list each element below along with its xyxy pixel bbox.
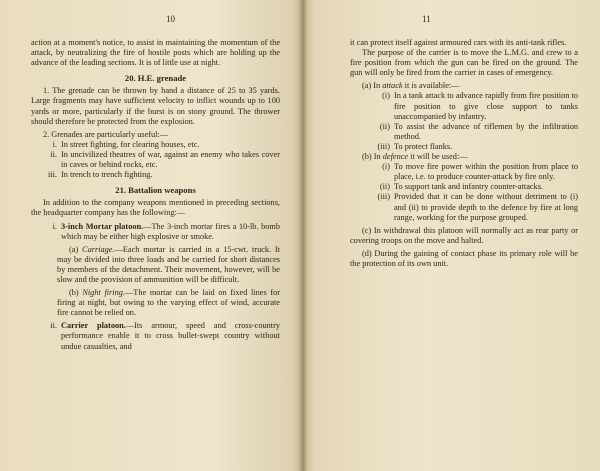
sub-label: (b)	[69, 288, 79, 298]
list-marker: i.	[52, 139, 57, 149]
list-text: In uncivilized theatres of war, against an enemy who takes cover in caves or behind rocks, etc.	[61, 149, 280, 170]
list-text: In street fighting, for clearing houses, etc.	[61, 139, 200, 149]
list-text: Provided that it can be done without detriment to (i) and (ii) to provide depth to the defence by fire at long range, working for the purpose grouped.	[394, 192, 578, 222]
list-marker: (iii)	[377, 192, 390, 202]
list-text: To protect flanks.	[394, 141, 453, 151]
list-marker: i.	[52, 221, 57, 231]
carrier-purpose-paragraph: The purpose of the carrier is to move the L.M.G. and crew to a fire position from which the gun can be fired on the ground. The gun will only be fired from the carrier in cases of emergency.	[350, 48, 578, 78]
defence-rest: it will be used:—	[410, 152, 468, 162]
book-spine-shadow	[298, 0, 308, 471]
defence-word: defence	[382, 152, 409, 162]
list-marker: (i)	[382, 91, 390, 101]
paragraph-intro-left: action at a moment's notice, to assist in maintaining the momentum of the attack, by neutralizing the fire of hostile posts which are holding up the advance of the leading sections. It is of little use at night.	[31, 38, 280, 68]
list-item	[350, 91, 578, 121]
carrier-platoon-item	[31, 321, 280, 351]
attack-word: attack	[382, 81, 403, 91]
defence-list	[324, 162, 578, 223]
page-number-left: 10	[166, 14, 175, 24]
list-text: In a tank attack to advance rapidly from fire position to fire position to give close support to tanks unaccompanied by infantry.	[394, 91, 578, 121]
list-item	[31, 140, 280, 150]
withdrawal-paragraph: (c) In withdrawal this platoon will normally act as rear party or covering troops on the move and halted.	[350, 225, 578, 245]
carriage-text: —Each mortar is carried in a 15-cwt. truck. It may be divided into three loads and be carried for short distances by members of the detachment. Their movement, however, will be slow and the provision of ammunition will be difficult.	[57, 244, 280, 284]
attack-list	[324, 91, 578, 152]
mortar-night-firing-paragraph	[31, 288, 280, 318]
mortar-carriage-paragraph	[31, 245, 280, 285]
list-text: To move fire power within the position from place to place, i.e. to produce counter-attack by fire only.	[394, 162, 578, 182]
section-21-intro: In addition to the company weapons mentioned in preceding sections, the headquarter company has the following:—	[31, 198, 280, 218]
list-marker: ii.	[50, 149, 57, 159]
list-text: To support tank and infantry counter-attacks.	[394, 182, 544, 192]
list-marker: (i)	[382, 162, 390, 172]
section-21-heading: 21. Battalion weapons	[115, 185, 196, 196]
carriage-title: Carriage.	[82, 244, 115, 254]
defence-heading	[324, 152, 578, 162]
list-text: In trench to trench fighting.	[61, 170, 153, 180]
right-page	[304, 0, 600, 471]
list-item	[350, 192, 578, 222]
list-item	[350, 162, 578, 182]
list-item	[350, 122, 578, 142]
grenade-uses-list	[31, 140, 280, 180]
gaining-contact-paragraph: (d) During the gaining of contact phase its primary role will be the protection of its own unit.	[350, 248, 578, 268]
attack-heading	[324, 81, 578, 91]
carrier-platoon-title: Carrier platoon.	[61, 321, 126, 331]
section-20-paragraph-1: 1. The grenade can be thrown by hand a distance of 25 to 35 yards. Large fragments may have sufficient velocity to inflict wounds up to 100 yards or more, particularly if the burst is on stony ground. The thrower should therefore be protected from the explosion.	[31, 86, 280, 126]
night-firing-title: Night firing.	[82, 288, 125, 298]
list-item	[31, 150, 280, 170]
section-20-heading: 20. H.E. grenade	[124, 73, 187, 84]
paragraph-intro-right: it can protect itself against armoured cars with its anti-tank rifles.	[350, 38, 567, 47]
list-marker: ii.	[50, 321, 57, 331]
list-item	[350, 182, 578, 192]
list-marker: (ii)	[379, 182, 390, 192]
defence-label: (b) In	[362, 152, 381, 162]
list-text: To assist the advance of riflemen by the infiltration method.	[394, 121, 578, 141]
mortar-platoon-text: —The 3-inch mortar fires a 10-lb. bomb which may be either high explosive or smoke.	[61, 221, 280, 241]
page-number-right: 11	[422, 14, 431, 24]
mortar-platoon-item	[31, 222, 280, 242]
list-marker: (ii)	[379, 121, 390, 131]
list-item	[350, 142, 578, 152]
list-marker: (iii)	[377, 141, 390, 151]
attack-label: (a) In	[362, 81, 381, 91]
night-firing-text: —The mortar can be laid on fixed lines for firing at night, but owing to the varying effect of wind, accurate fire cannot be relied on.	[57, 288, 280, 318]
sub-label: (a)	[69, 244, 79, 254]
list-marker: iii.	[48, 170, 57, 180]
carrier-platoon-text: —Its armour, speed and cross-country performance enable it to cross bullet-swept country without undue casualties, and	[61, 321, 280, 351]
attack-rest: it is available:—	[404, 81, 460, 91]
section-20-paragraph-2: 2. Grenades are particularly useful:—	[43, 129, 169, 139]
mortar-platoon-title: 3-inch Mortar platoon.	[61, 221, 144, 231]
list-item	[31, 170, 280, 180]
